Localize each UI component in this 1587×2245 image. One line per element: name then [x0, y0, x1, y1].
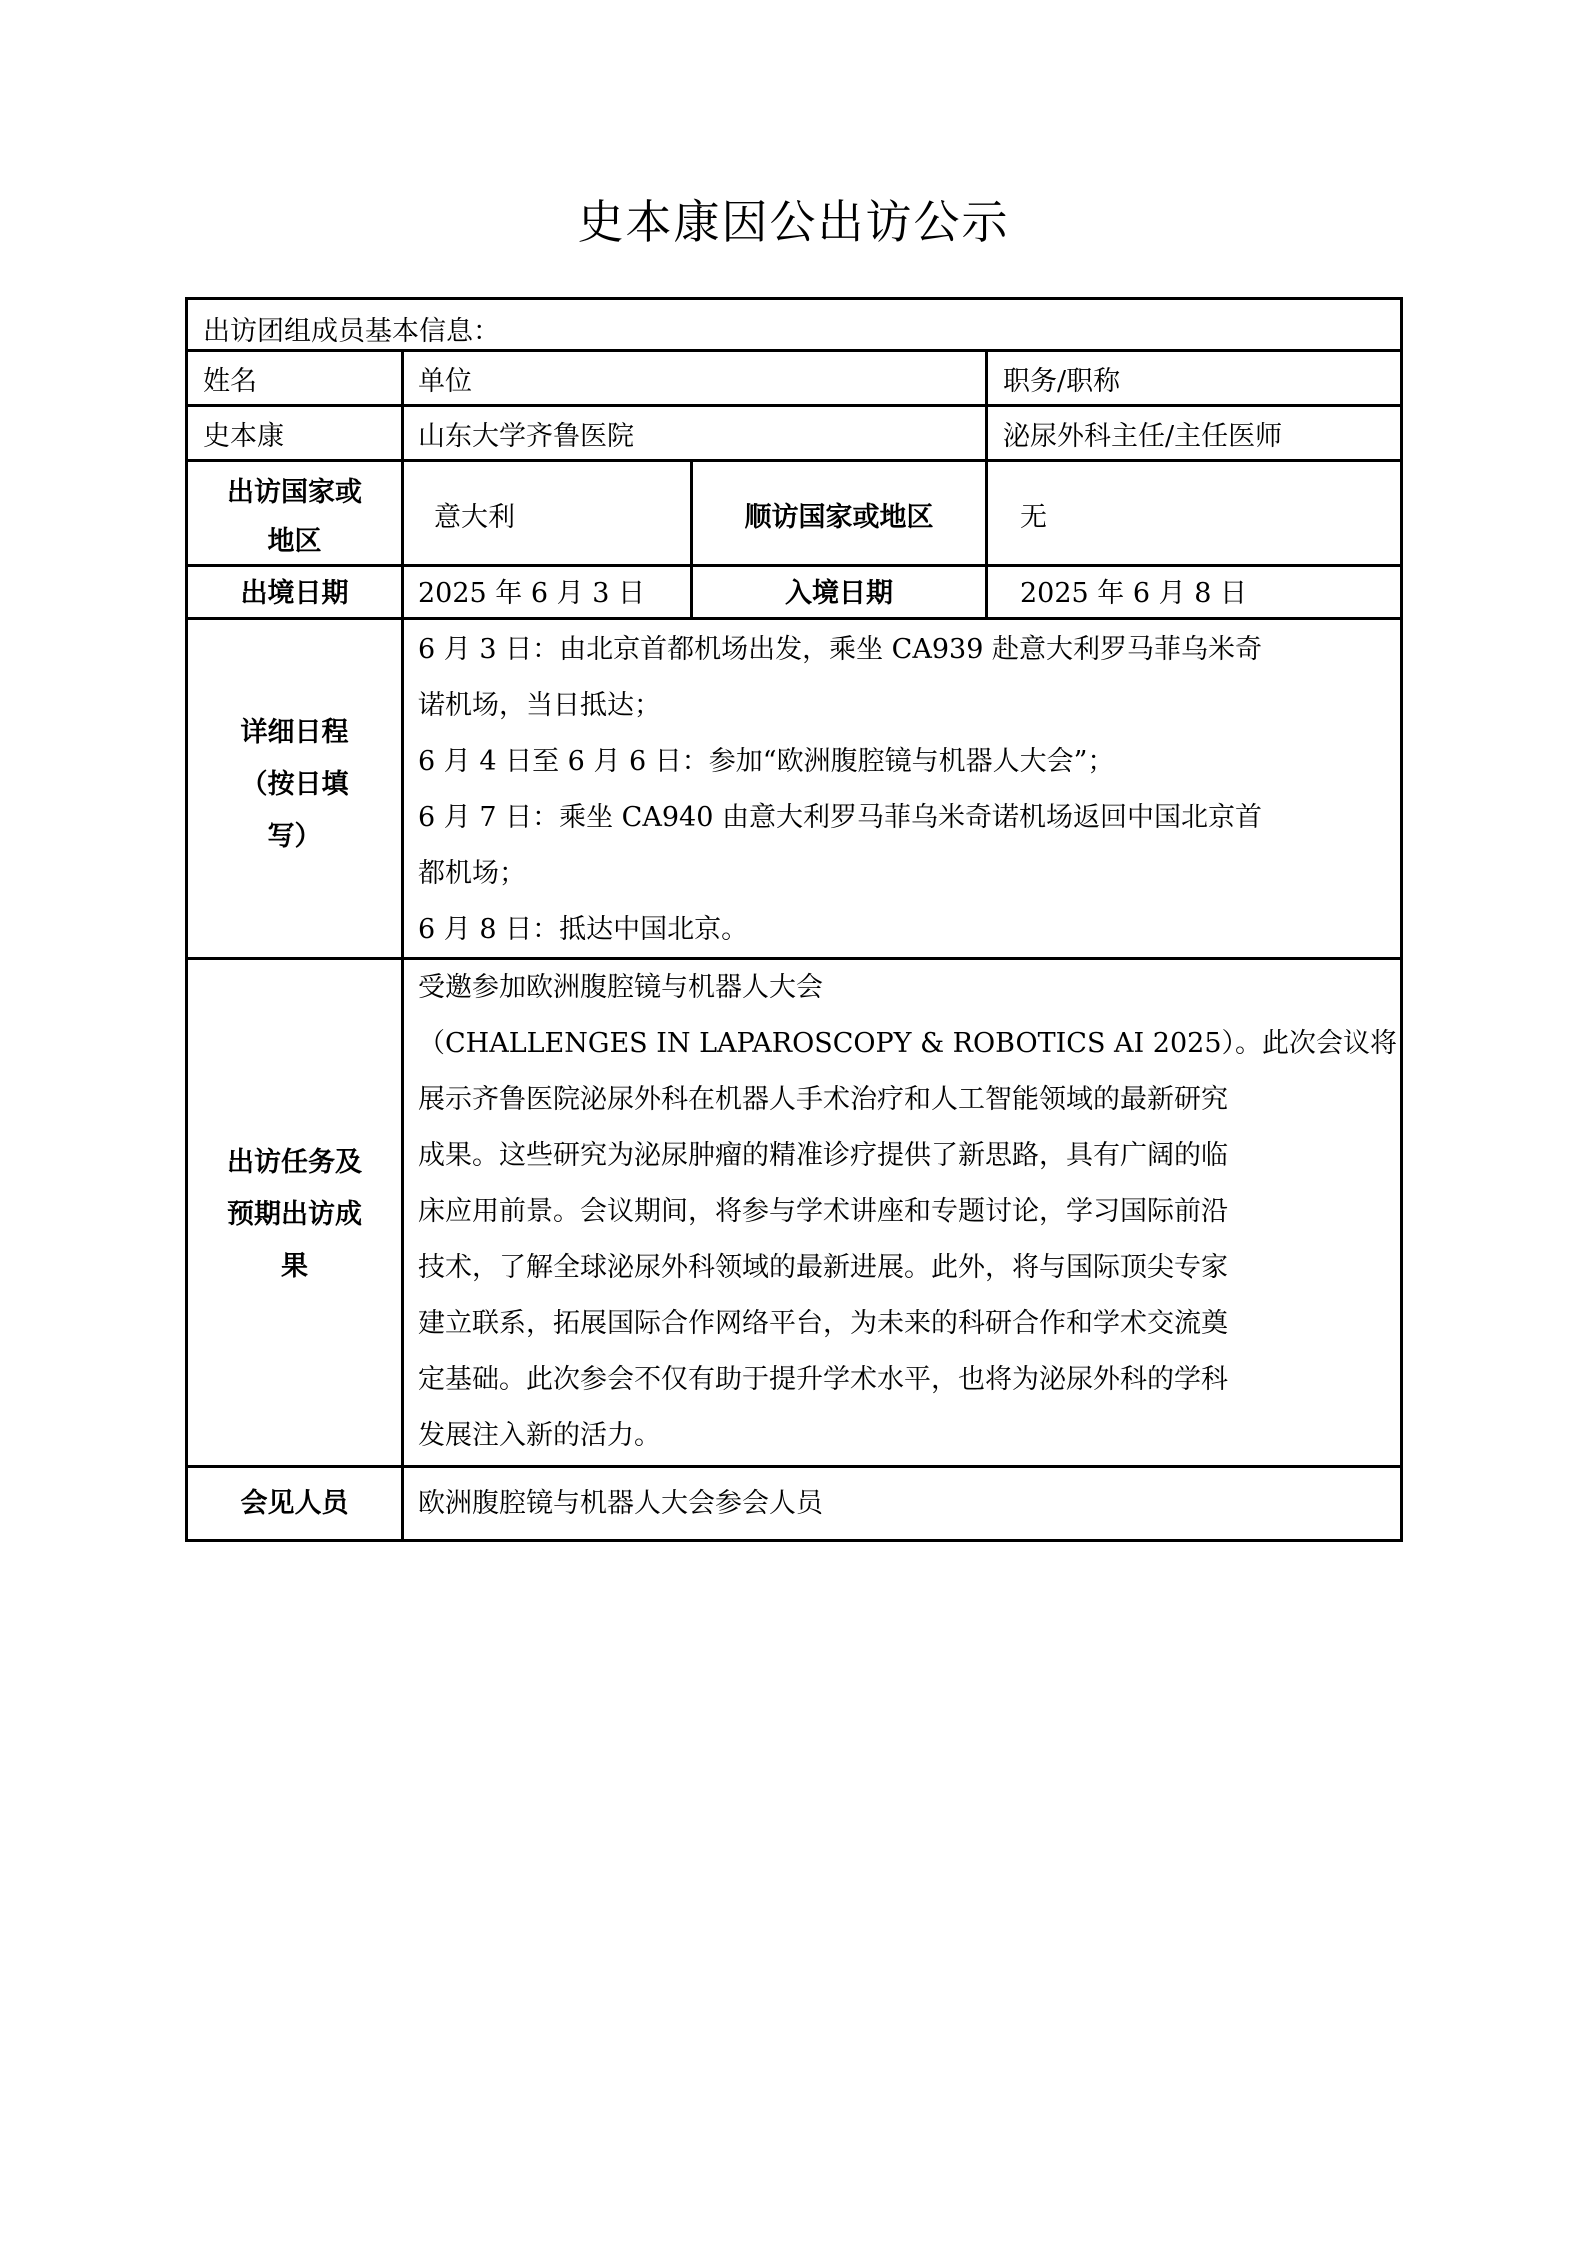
schedule-line: 6 月 4 日至 6 月 6 日：参加“欧洲腹腔镜与机器人大会”； [418, 746, 1115, 777]
row-divider [185, 459, 1403, 462]
schedule-label-line3: 写） [267, 821, 322, 852]
transit-country-value: 无 [1020, 502, 1047, 533]
meeting-label: 会见人员 [240, 1488, 349, 1519]
schedule-label-line2: （按日填 [240, 769, 349, 800]
exit-date-value: 2025 年 6 月 3 日 [418, 578, 645, 609]
mission-line: 成果。这些研究为泌尿肿瘤的精准诊疗提供了新思路，具有广阔的临 [418, 1140, 1228, 1171]
row-divider [185, 349, 1403, 352]
transit-country-label: 顺访国家或地区 [744, 502, 934, 533]
row-divider [185, 404, 1403, 407]
mission-text [418, 960, 1397, 1464]
section-header: 出访团组成员基本信息： [203, 316, 500, 347]
mission-line: 定基础。此次参会不仅有助于提升学术水平，也将为泌尿外科的学科 [418, 1364, 1228, 1395]
schedule-label-line1: 详细日程 [240, 717, 349, 748]
meeting-value: 欧洲腹腔镜与机器人大会参会人员 [418, 1488, 823, 1519]
mission-line: （CHALLENGES IN LAPAROSCOPY & ROBOTICS AI 2025）。此次会议将 [418, 1028, 1398, 1059]
mission-line: 展示齐鲁医院泌尿外科在机器人手术治疗和人工智能领域的最新研究 [418, 1084, 1228, 1115]
column-header-unit: 单位 [418, 366, 472, 397]
member-position: 泌尿外科主任/主任医师 [1003, 421, 1283, 452]
mission-line: 建立联系，拓展国际合作网络平台，为未来的科研合作和学术交流奠 [418, 1308, 1228, 1339]
mission-line: 技术，了解全球泌尿外科领域的最新进展。此外，将与国际顶尖专家 [418, 1252, 1228, 1283]
exit-date-label: 出境日期 [240, 578, 349, 609]
mission-label-line1: 出访任务及 [227, 1147, 362, 1178]
column-header-name: 姓名 [203, 366, 257, 397]
page-title: 史本康因公出访公示 [577, 195, 1010, 249]
mission-line: 发展注入新的活力。 [418, 1420, 661, 1451]
row-divider [185, 1465, 1403, 1468]
column-header-position: 职务/职称 [1003, 366, 1121, 397]
schedule-line: 诺机场，当日抵达； [418, 690, 661, 721]
member-name: 史本康 [203, 421, 284, 452]
schedule-line: 6 月 3 日：由北京首都机场出发，乘坐 CA939 赴意大利罗马菲乌米奇 [418, 634, 1262, 665]
row-divider [185, 617, 1403, 620]
mission-label-line2: 预期出访成 [227, 1199, 362, 1230]
schedule-text [418, 622, 1262, 958]
column-divider [985, 349, 988, 619]
member-unit: 山东大学齐鲁医院 [418, 421, 634, 452]
row-divider [185, 564, 1403, 567]
schedule-line: 6 月 7 日：乘坐 CA940 由意大利罗马菲乌米奇诺机场返回中国北京首 [418, 802, 1262, 833]
country-label-line2: 地区 [267, 526, 322, 557]
mission-line: 床应用前景。会议期间，将参与学术讲座和专题讨论，学习国际前沿 [418, 1196, 1228, 1227]
mission-line: 受邀参加欧洲腹腔镜与机器人大会 [418, 972, 823, 1003]
schedule-line: 6 月 8 日：抵达中国北京。 [418, 914, 749, 945]
country-label-line1: 出访国家或 [227, 477, 362, 508]
country-value: 意大利 [434, 502, 515, 533]
entry-date-value: 2025 年 6 月 8 日 [1020, 578, 1247, 609]
schedule-line: 都机场； [418, 858, 526, 889]
entry-date-label: 入境日期 [785, 578, 893, 609]
mission-label-line3: 果 [281, 1251, 308, 1282]
column-divider [401, 349, 404, 1542]
